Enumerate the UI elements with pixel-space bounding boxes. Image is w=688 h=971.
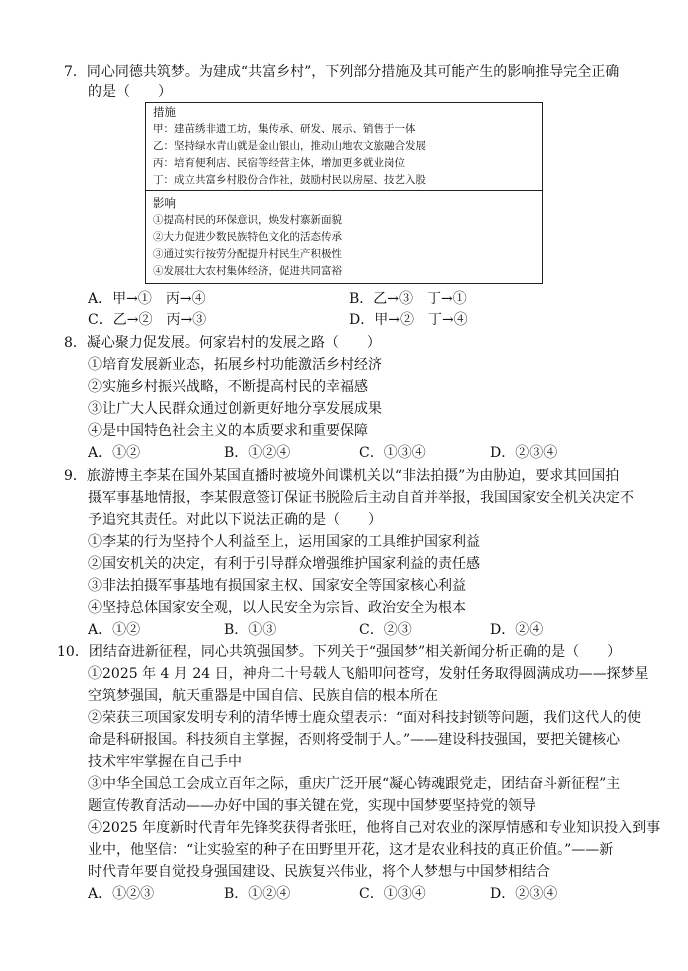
q10-line: ②荣获三项国家发明专利的清华博士鹿众望表示：“面对科技封锁等问题，我们这代人的使	[88, 710, 642, 726]
q9-item: ④坚持总体国家安全观，以人民安全为宗旨、政治安全为根本	[88, 600, 466, 616]
q9-option-a[interactable]: A．①②	[88, 622, 141, 638]
q8-option-b[interactable]: B．①②④	[224, 445, 291, 461]
q8-item: ②实施乡村振兴战略，不断提高村民的幸福感	[88, 379, 368, 395]
effects-section	[146, 190, 542, 283]
q10-line: 业中，他坚信：“让实验室的种子在田野里开花，这才是农业科技的真正价值。”——新	[88, 842, 614, 858]
q9-item: ①李某的行为坚持个人利益至上，运用国家的工具维护国家利益	[88, 534, 480, 550]
effect-item: ④发展壮大农村集体经济，促进共同富裕	[153, 265, 342, 277]
q8-option-c[interactable]: C．①③④	[359, 445, 426, 461]
measure-item: 甲：建苗绣非遗工坊，集传承、研发、展示、销售于一体	[153, 123, 416, 135]
q7-stem-cont: 的是（ ）	[88, 84, 172, 100]
measures-title: 措施	[153, 105, 176, 119]
q10-line: 技术牢牢掌握在自己手中	[88, 754, 242, 770]
effects-title: 影响	[153, 196, 176, 210]
q10-option-d[interactable]: D．②③④	[490, 886, 558, 902]
q9-stem-line: 予追究其责任。对此以下说法正确的是（ ）	[88, 512, 382, 528]
q8-option-a[interactable]: A．①②	[88, 445, 141, 461]
q10-line: 时代青年要自觉投身强国建设、民族复兴伟业，将个人梦想与中国梦相结合	[88, 864, 550, 880]
q10-option-c[interactable]: C．①③④	[359, 886, 426, 902]
q10-line: 题宣传教育活动——办好中国的事关键在党，实现中国梦要坚持党的领导	[88, 798, 536, 814]
q8-item: ④是中国特色社会主义的本质要求和重要保障	[88, 423, 368, 439]
q10-option-a[interactable]: A．①②③	[88, 886, 155, 902]
measures-section	[146, 103, 542, 190]
q10-line: ④2025 年度新时代青年先锋奖获得者张旺，他将自己对农业的深厚情感和专业知识投入到事	[88, 820, 661, 836]
q9-option-d[interactable]: D．②④	[490, 622, 544, 638]
q10-line: ③中华全国总工会成立百年之际，重庆广泛开展“凝心铸魂跟党走，团结奋斗新征程”主	[88, 776, 621, 792]
q7-option-c[interactable]: C．乙→② 丙→③	[88, 312, 207, 328]
q8-stem: 8．凝心聚力促发展。何家岩村的发展之路（ ）	[64, 335, 381, 351]
effect-item: ②大力促进少数民族特色文化的活态传承	[153, 231, 342, 243]
measure-item: 丁：成立共富乡村股份合作社，鼓励村民以房屋、技艺入股	[153, 174, 426, 186]
q7-option-b[interactable]: B．乙→③ 丁→①	[349, 291, 467, 307]
q7-option-d[interactable]: D．甲→② 丁→④	[349, 312, 468, 328]
q8-item: ①培育发展新业态，拓展乡村功能激活乡村经济	[88, 357, 382, 373]
q10-stem: 10．团结奋进新征程，同心共筑强国梦。下列关于“强国梦”相关新闻分析正确的是（ ）	[57, 644, 622, 660]
q9-item: ②国安机关的决定，有利于引导群众增强维护国家利益的责任感	[88, 556, 480, 572]
measure-item: 乙：坚持绿水青山就是金山银山，推动山地农文旅融合发展	[153, 140, 426, 152]
q10-line: ①2025 年 4 月 24 日，神舟二十号载人飞船叩问苍穹，发射任务取得圆满成功——探梦星	[88, 666, 649, 682]
q7-measures-effects-table	[145, 102, 543, 284]
q9-stem-line: 摄军事基地情报，李某假意签订保证书脱险后主动自首并举报，我国国家安全机关决定不	[88, 490, 634, 506]
q9-item: ③非法拍摄军事基地有损国家主权、国家安全等国家核心利益	[88, 578, 466, 594]
q10-option-b[interactable]: B．①②④	[224, 886, 291, 902]
q9-option-b[interactable]: B．①③	[224, 622, 277, 638]
q9-stem-line: 9．旅游博主李某在国外某国直播时被境外间谍机关以“非法拍摄”为由胁迫，要求其回国拍	[64, 468, 620, 484]
effect-item: ①提高村民的环保意识，焕发村寨新面貌	[153, 214, 342, 226]
effect-item: ③通过实行按劳分配提升村民生产积极性	[153, 248, 342, 260]
measure-item: 丙：培育便利店、民宿等经营主体，增加更多就业岗位	[153, 157, 405, 169]
q10-line: 空筑梦强国，航天重器是中国自信、民族自信的根本所在	[88, 688, 438, 704]
q9-option-c[interactable]: C．②③	[359, 622, 412, 638]
q8-option-d[interactable]: D．②③④	[490, 445, 558, 461]
q7-stem: 7．同心同德共筑梦。为建成“共富乡村”，下列部分措施及其可能产生的影响推导完全正确	[64, 64, 620, 80]
q8-item: ③让广大人民群众通过创新更好地分享发展成果	[88, 401, 382, 417]
q7-option-a[interactable]: A．甲→① 丙→④	[88, 291, 206, 307]
q10-line: 命是科研报国。科技须自主掌握，否则将受制于人。”——建设科技强国，要把关键核心	[88, 732, 621, 748]
